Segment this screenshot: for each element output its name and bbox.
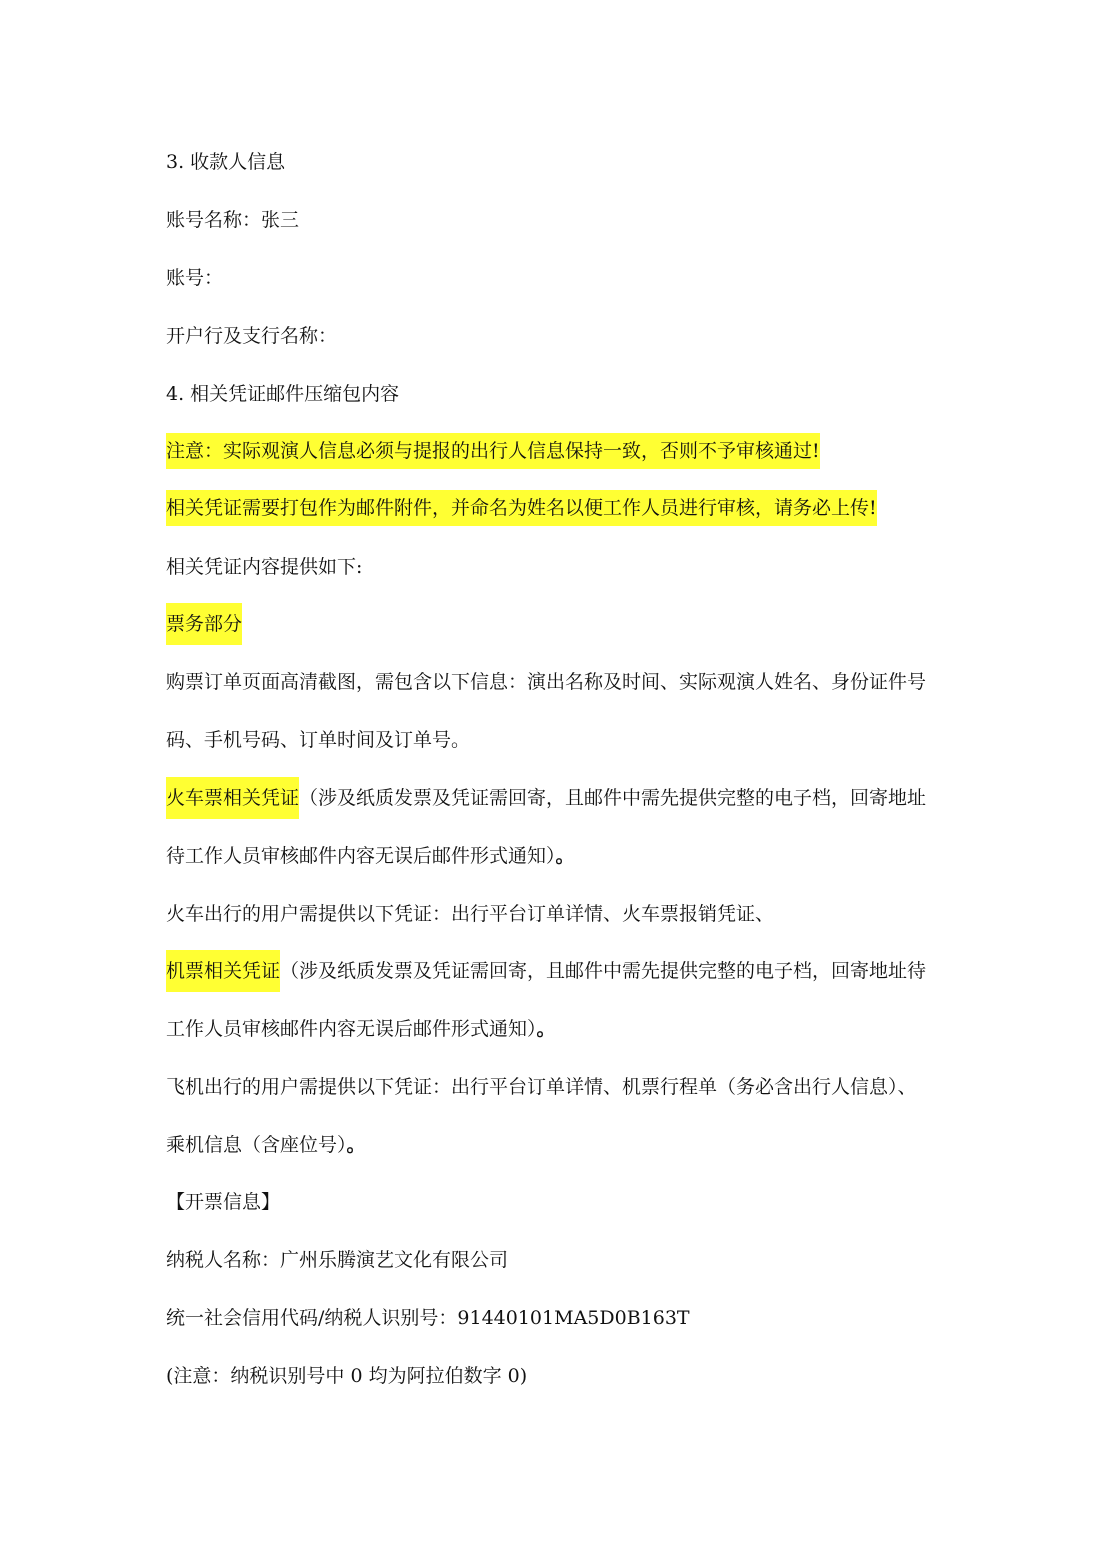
flight-voucher-period: 。 [536, 1018, 556, 1040]
credit-code: 统一社会信用代码/纳税人识别号：91440101MA5D0B163T [166, 1307, 690, 1329]
voucher-intro: 相关凭证内容提供如下: [166, 556, 363, 578]
notice-highlight-1: 注意：实际观演人信息必须与提报的出行人信息保持一致，否则不予审核通过! [166, 433, 820, 469]
train-voucher-line-2 [166, 842, 946, 870]
ticket-part-line [166, 610, 946, 638]
flight-voucher-desc-1: （涉及纸质发票及凭证需回寄，且邮件中需先提供完整的电子档，回寄地址待 [280, 960, 927, 982]
train-voucher-desc-1: （涉及纸质发票及凭证需回寄，且邮件中需先提供完整的电子档，回寄地址 [299, 787, 927, 809]
tax-id-note: (注意：纳税识别号中 0 均为阿拉伯数字 0) [166, 1365, 528, 1387]
flight-voucher-desc-2: 工作人员审核邮件内容无误后邮件形式通知） [166, 1018, 537, 1040]
flight-voucher-label: 机票相关凭证 [166, 950, 280, 992]
train-voucher-line-1 [166, 784, 946, 812]
train-voucher-period: 。 [555, 845, 575, 867]
ticket-desc-line-2: 码、手机号码、订单时间及订单号。 [166, 729, 471, 751]
notice-line-2 [166, 494, 946, 522]
flight-users-desc-2: 乘机信息（含座位号） [166, 1134, 347, 1156]
taxpayer-name: 纳税人名称：广州乐腾演艺文化有限公司 [166, 1249, 509, 1271]
flight-voucher-line-2 [166, 1015, 946, 1043]
bank-branch: 开户行及支行名称： [166, 325, 338, 347]
section3-heading: 3. 收款人信息 [166, 151, 286, 173]
flight-users-period: 。 [346, 1134, 366, 1156]
train-voucher-desc-2: 待工作人员审核邮件内容无误后邮件形式通知） [166, 845, 556, 867]
section4-heading: 4. 相关凭证邮件压缩包内容 [166, 383, 400, 405]
train-users-requirements: 火车出行的用户需提供以下凭证：出行平台订单详情、火车票报销凭证、 [166, 903, 775, 925]
notice-highlight-2: 相关凭证需要打包作为邮件附件，并命名为姓名以便工作人员进行审核，请务必上传! [166, 490, 877, 526]
notice-line-1 [166, 437, 946, 465]
flight-users-line-2 [166, 1131, 946, 1159]
train-voucher-label: 火车票相关凭证 [166, 777, 299, 819]
ticket-desc-line-1: 购票订单页面高清截图，需包含以下信息：演出名称及时间、实际观演人姓名、身份证件号 [166, 671, 927, 693]
account-number: 账号： [166, 267, 224, 289]
flight-voucher-line-1 [166, 957, 946, 985]
account-name: 账号名称：张三 [166, 209, 300, 231]
invoice-heading: 【开票信息】 [166, 1191, 281, 1213]
flight-users-line-1: 飞机出行的用户需提供以下凭证：出行平台订单详情、机票行程单（务必含出行人信息）、 [166, 1076, 917, 1098]
ticket-part-label: 票务部分 [166, 603, 242, 645]
